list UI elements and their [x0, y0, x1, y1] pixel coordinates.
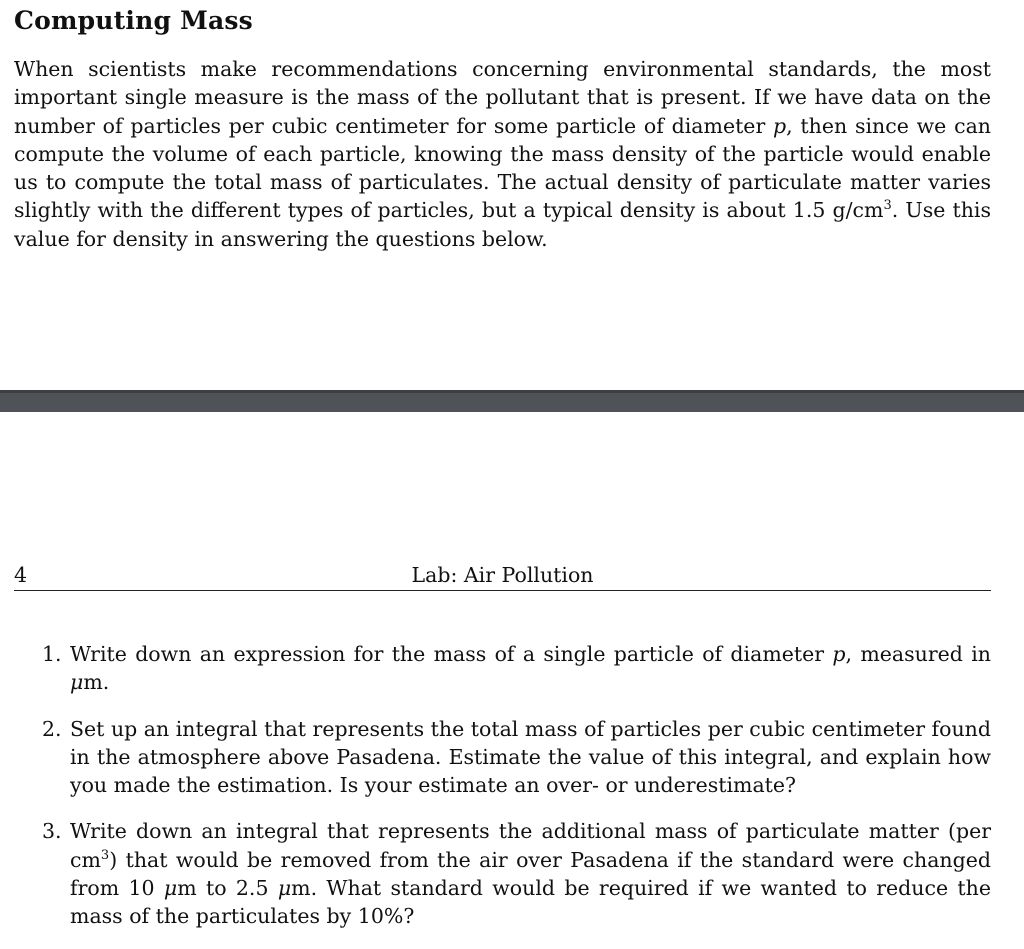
q3-text-d: m. What standard would be required if we wanted to reduce the mass of the particulates by 10%? — [70, 876, 991, 929]
q1-var: p — [832, 642, 846, 666]
q3-text-b: ) that would be removed from the air over Pasadena if the standard were changed from 10 — [70, 847, 991, 901]
q2-text: Set up an integral that represents the total mass of particles per cubic centimeter found in the atmosphere above Pasadena. Estimate the value of this integral, and explain how you made the estimation. Is your estimate an over- or underestimate? — [70, 716, 991, 798]
q3-mu2: μ — [277, 876, 292, 901]
running-title: Lab: Air Pollution — [411, 563, 594, 587]
q1-mu: μ — [70, 670, 84, 695]
question-number: 1. — [42, 642, 62, 666]
question-number: 2. — [42, 716, 62, 741]
exponent: 3 — [883, 198, 892, 214]
question-3 — [42, 817, 991, 930]
q3-text-c: m to 2.5 — [177, 876, 278, 901]
section-title: Computing Mass — [14, 6, 253, 35]
q3-text-a: Write down an integral that represents the additional mass of particulate matter (per cm — [70, 819, 991, 872]
question-number: 3. — [42, 819, 62, 844]
q1-text-b: , measured in — [845, 642, 991, 666]
question-2 — [42, 715, 991, 800]
para-text-2: , then since we can compute the volume of each particle, knowing the mass density of the particle would enable us to compute the total mass of particulates. The actual density of particulate matter varies slightly with the different types of particles, but a typical density is about 1.5 g/cm — [14, 113, 991, 223]
page-top — [0, 0, 1024, 390]
q3-exp: 3 — [100, 847, 110, 863]
var-p: p — [773, 113, 787, 138]
question-list — [42, 640, 991, 949]
para-text-1: When scientists make recommendations concerning environmental standards, the most important single measure is the mass of the pollutant that is present. If we have data on the number of particles per cubic centimeter for some particle of diameter — [14, 57, 991, 138]
page-number: 4 — [14, 563, 28, 587]
q3-mu1: μ — [163, 876, 178, 901]
q1-text-a: Write down an expression for the mass of a single particle of diameter — [70, 642, 833, 666]
intro-paragraph — [14, 55, 991, 253]
page-separator — [0, 390, 1024, 412]
question-1 — [42, 640, 991, 697]
page-header — [14, 563, 991, 591]
para-text-3: . Use this value for density in answering the questions below. — [14, 198, 992, 251]
q1-text-c: m. — [83, 670, 110, 695]
